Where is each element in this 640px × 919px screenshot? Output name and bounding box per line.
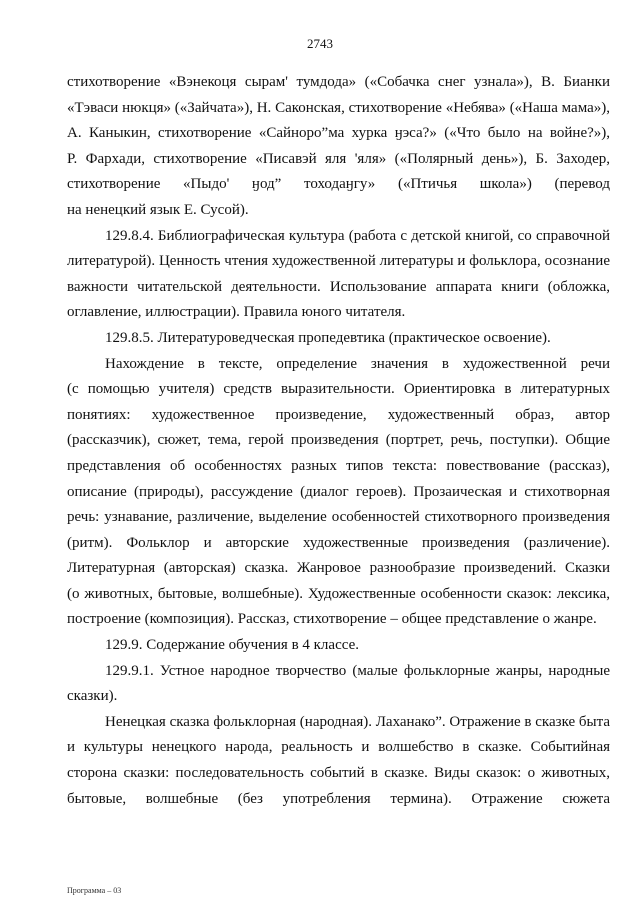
text-line: Литературная (авторская) сказка. Жанровое разнообразие произведений. Сказки bbox=[67, 560, 610, 577]
text-line: оглавление, иллюстрации). Правила юного читателя. bbox=[67, 304, 406, 321]
paragraph-literary-concepts bbox=[67, 352, 610, 634]
text-line: Р. Фархади, стихотворение «Писавэй яля 'яля» («Полярный день»), Б. Заходер, bbox=[67, 150, 610, 167]
text-line: речь: узнавание, различение, выделение особенностей стихотворного произведения bbox=[67, 509, 610, 526]
text-line: (ритм). Фольклор и авторские художественные произведения (различение). bbox=[67, 534, 610, 551]
text-line: описание (природы), рассуждение (диалог героев). Прозаическая и стихотворная bbox=[67, 483, 610, 500]
paragraph-129-9-1 bbox=[67, 659, 610, 710]
text-line: представления об особенностях разных типов текста: повествование (рассказ), bbox=[67, 457, 610, 474]
text-line: стихотворение «Вэнекоця сырам' тумдода» («Собачка снег узнала»), В. Бианки bbox=[67, 74, 610, 90]
text-line: Ненецкая сказка фольклорная (народная). Лаханако”. Отражение в сказке быта bbox=[105, 713, 610, 730]
page-footer: Программа – 03 bbox=[67, 886, 122, 895]
text-line: Нахождение в тексте, определение значения в художественной речи bbox=[105, 355, 610, 372]
text-line: (с помощью учителя) средств выразительности. Ориентировка в литературных bbox=[67, 381, 610, 398]
text-line: 129.9. Содержание обучения в 4 классе. bbox=[105, 637, 359, 654]
paragraph-129-8-4 bbox=[67, 224, 610, 326]
paragraph-nenets-fairy-tale bbox=[67, 710, 610, 812]
text-line: понятиях: художественное произведение, художественный образ, автор bbox=[67, 406, 610, 423]
text-line: А. Каныкин, стихотворение «Сайноро”ма хурка ӈэса?» («Что было на войне?»), bbox=[67, 125, 610, 142]
text-line: литературой). Ценность чтения художественной литературы и фольклора, осознание bbox=[67, 253, 610, 270]
text-line: важности читательской деятельности. Использование аппарата книги (обложка, bbox=[67, 278, 610, 295]
paragraph-129-8-5 bbox=[67, 326, 610, 352]
text-line: бытовые, волшебные (без употребления термина). Отражение сюжета bbox=[67, 790, 610, 807]
text-line: 129.8.5. Литературоведческая пропедевтика (практическое освоение). bbox=[105, 329, 551, 346]
paragraph-129-9 bbox=[67, 633, 610, 659]
text-line: «Тэваси нюкця» («Зайчата»), Н. Саконская, стихотворение «Небява» («Наша мама»), bbox=[67, 99, 610, 116]
document-body bbox=[67, 70, 610, 812]
text-line: стихотворение «Пыдо' ӈод” тоходаӈгу» («Птичья школа») (перевод bbox=[67, 176, 610, 193]
text-line: построение (композиция). Рассказ, стихотворение – общее представление о жанре. bbox=[67, 611, 597, 628]
text-line: сказки). bbox=[67, 688, 118, 705]
paragraph-poems-list bbox=[67, 70, 610, 224]
page-number: 2743 bbox=[307, 36, 333, 51]
text-line: сторона сказки: последовательность событий в сказке. Виды сказок: о животных, bbox=[67, 765, 610, 782]
text-line: 129.8.4. Библиографическая культура (работа с детской книгой, со справочной bbox=[105, 227, 610, 244]
text-line: на ненецкий язык Е. Сусой). bbox=[67, 201, 249, 218]
text-line: 129.9.1. Устное народное творчество (малые фольклорные жанры, народные bbox=[105, 662, 610, 679]
text-line: (о животных, бытовые, волшебные). Художественные особенности сказок: лексика, bbox=[67, 585, 610, 602]
text-line: и культуры ненецкого народа, реальность и волшебство в сказке. Событийная bbox=[67, 739, 610, 756]
text-line: (рассказчик), сюжет, тема, герой произведения (портрет, речь, поступки). Общие bbox=[67, 432, 610, 449]
